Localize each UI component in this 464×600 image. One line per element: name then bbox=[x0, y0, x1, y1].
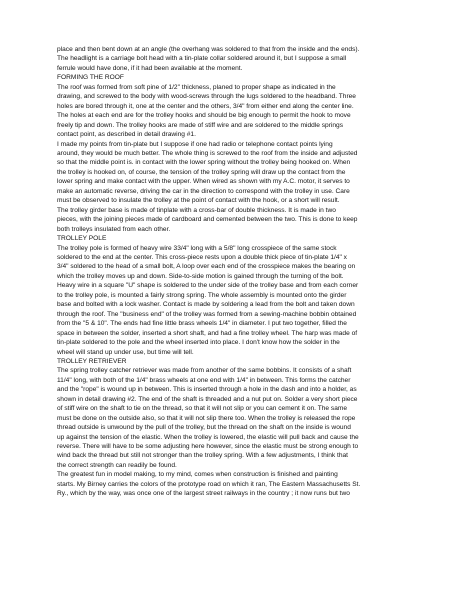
heading-text: FORMING THE ROOF bbox=[57, 74, 124, 82]
text-line: The roof was formed from soft pine of 1/2" thickness, planed to proper shape as indicated in the bbox=[57, 83, 336, 91]
text-line: thread outside is unwound by the pull of the trolley, but the thread on the shaft on the inside is wound bbox=[57, 424, 351, 432]
text-line: 11/4" long, with both of the 1/4" brass wheels at one end with 1/4" in between. This forms the catcher bbox=[57, 376, 351, 384]
text-line: and the "rope" is wound up in between. This is inserted through a hole in the dash and into a holder, as bbox=[57, 386, 357, 394]
text-line: contact point, as described in detail drawing #1. bbox=[57, 131, 196, 139]
text-line: pieces, with the joining pieces made of cardboard and cemented between the two. This is done to keep bbox=[57, 216, 358, 224]
text-line: both trolleys insulated from each other. bbox=[57, 225, 171, 233]
text-line: drawing, and screwed to the body with wood-screws through the lugs soldered to the headband. Three bbox=[57, 93, 356, 101]
text-line: the trolley is hooked on, of course, the tension of the trolley spring will draw up the contact from the bbox=[57, 168, 346, 176]
text-line: freely tip and down. The trolley hooks are made of stiff wire and are soldered to the middle springs bbox=[57, 121, 344, 129]
text-line: the correct strength can readily be found. bbox=[57, 461, 177, 469]
text-line: through the roof. The "business end" of the trolley was formed from a sewing-machine bobbin obtained bbox=[57, 310, 357, 318]
text-line: to the trolley pole, is mounted a fairly strong spring. The whole assembly is mounted onto the girder bbox=[57, 291, 347, 299]
text-line: tin-plate soldered to the pole and the wheel inserted into place. I don't know how the solder in the bbox=[57, 339, 340, 347]
paragraph bbox=[57, 366, 422, 470]
section-heading bbox=[57, 357, 422, 366]
text-line: The trolley pole is formed of heavy wire 33/4" long with a 5/8" long crosspiece of the same stock bbox=[57, 244, 337, 252]
text-line: Ry., which by the way, was once one of the largest street railways in the country ; it now runs but two bbox=[57, 490, 350, 498]
text-line: must be done on the outside also, so that it will not slip there too. When the trolley is released the rope bbox=[57, 414, 356, 422]
text-line: Heavy wire in a square "U" shape is soldered to the under side of the trolley base and from each corner bbox=[57, 282, 359, 290]
text-line: 3/4" soldered to the head of a small bolt, A loop over each end of the crosspiece makes the bearing on bbox=[57, 263, 356, 271]
text-line: The greatest fun in model making, to my mind, comes when construction is finished and painting bbox=[57, 471, 338, 479]
paragraph bbox=[57, 83, 422, 140]
text-line: so that the middle point is. in contact with the lower spring without the trolley being hooked on. When bbox=[57, 159, 351, 167]
text-line: The holes at each end are for the trolley hooks and should be big enough to permit the hook to move bbox=[57, 112, 351, 120]
text-line: wheel will stand up under use, but time will tell. bbox=[57, 348, 194, 356]
text-line: from the "5 & 10". The ends had fine little brass wheels 1/4" in diameter. I put two together, filled the bbox=[57, 320, 347, 328]
paragraph bbox=[57, 45, 422, 73]
text-line: of stiff wire on the shaft to tie on the thread, so that it will not slip or you can cement it on. The same bbox=[57, 405, 348, 413]
text-line: shown in detail drawing #2. The end of the shaft is threaded and a nut put on. Solder a very short piece bbox=[57, 395, 358, 403]
text-line: reverse. There will have to be some adjusting here however, since the elastic must be strong enough to bbox=[57, 443, 359, 451]
text-line: The trolley girder base is made of tinplate with a cross-bar of double thickness. It is made in two bbox=[57, 206, 336, 214]
text-line: around, they would be much better. The whole thing is screwed to the roof from the inside and adjusted bbox=[57, 149, 358, 157]
text-line: must be observed to insulate the trolley at the point of contact with the hook, or a short will result. bbox=[57, 197, 340, 205]
heading-text: TROLLEY RETRIEVER bbox=[57, 357, 127, 365]
heading-text: TROLLEY POLE bbox=[57, 235, 107, 243]
paragraph bbox=[57, 244, 422, 357]
paragraph bbox=[57, 140, 422, 206]
text-line: soldered to the end at the center. This cross-piece rests upon a double thick piece of tin-plate 1/4" x bbox=[57, 253, 347, 261]
text-line: space in between the solder, inserted a short shaft, and had a fine trolley wheel. The harp was made of bbox=[57, 329, 358, 337]
section-heading bbox=[57, 73, 422, 82]
text-line: holes are bored through it, one at the center and the others, 3/4" from either end along the center line. bbox=[57, 102, 354, 110]
text-line: lower spring and make contact with the upper. When wired as shown with my A.C. motor, it serves to bbox=[57, 178, 350, 186]
text-line: I made my points from tin-plate but I suppose if one had radio or telephone contact points lying bbox=[57, 140, 333, 148]
paragraph bbox=[57, 470, 422, 498]
text-line: The spring trolley catcher retriever was made from another of the same bobbins. It consists of a shaft bbox=[57, 367, 352, 375]
text-line: place and then bent down at an angle (the overhang was soldered to that from the inside and the ends). bbox=[57, 46, 360, 53]
text-line: starts. My Birney carries the colors of the prototype road on which it ran, The Eastern Massachusetts St. bbox=[57, 480, 361, 488]
section-heading bbox=[57, 234, 422, 243]
document-body bbox=[57, 45, 422, 499]
paragraph bbox=[57, 206, 422, 234]
text-line: The headlight is a carriage bolt head with a tin-plate collar soldered around it, but I suppose a small bbox=[57, 55, 347, 63]
text-line: ferrule would have done, if it had been available at the moment. bbox=[57, 64, 243, 72]
text-line: make an automatic reverse, driving the car in the direction to correspond with the trolley in use. Care bbox=[57, 187, 350, 195]
text-line: which the trolley moves up and down. Side-to-side motion is gained through the turning of the bolt. bbox=[57, 272, 344, 280]
text-line: base and bolted with a lock washer. Contact is made by soldering a lead from the bolt and taken down bbox=[57, 301, 355, 309]
text-line: wind back the thread but still not stronger than the trolley spring. With a few adjustments, I think that bbox=[57, 452, 349, 460]
text-line: up against the tension of the elastic. When the trolley is lowered, the elastic will pull back and cause the bbox=[57, 433, 359, 441]
